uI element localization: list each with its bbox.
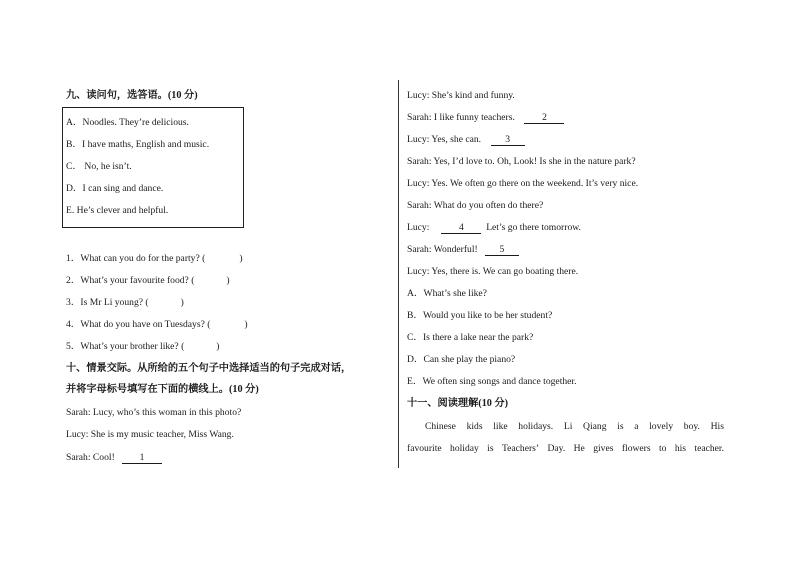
section9-heading: 九、读问句，选答语。(10 分) (66, 90, 198, 101)
question-4: 4．What do you have on Tuesdays? ( ) (66, 319, 248, 330)
dialogue-line-5: Sarah: I like funny teachers. 2 (407, 112, 564, 124)
dialogue-line-1: Sarah: Lucy, who’s this woman in this photo? (66, 407, 242, 418)
choice-a: A．What’s she like? (407, 288, 487, 299)
option-d: D．I can sing and dance. (66, 183, 164, 194)
dialogue-line-3: Sarah: Cool! 1 (66, 452, 162, 464)
reading-line-1: Chinese kids like holidays. Li Qiang is a lovely boy. His (425, 421, 724, 432)
choice-d: D．Can she play the piano? (407, 354, 516, 365)
option-c: C． No, he isn’t. (66, 161, 132, 172)
section11-heading: 十一、阅读理解(10 分) (407, 398, 509, 409)
column-divider (398, 80, 399, 468)
option-a: A．Noodles. They’re delicious. (66, 117, 189, 128)
blank-2[interactable]: 2 (524, 113, 564, 124)
blank-3[interactable]: 3 (491, 135, 525, 146)
reading-line-2: favourite holiday is Teachers’ Day. He gives flowers to his teacher. (407, 443, 724, 454)
blank-5[interactable]: 5 (485, 245, 519, 256)
dialogue-line-6: Lucy: Yes, she can. 3 (407, 134, 525, 146)
option-b: B．I have maths, English and music. (66, 139, 210, 150)
question-1: 1．What can you do for the party? ( ) (66, 253, 243, 264)
blank-4[interactable]: 4 (441, 223, 481, 234)
choice-c: C．Is there a lake near the park? (407, 332, 534, 343)
question-2: 2．What’s your favourite food? ( ) (66, 275, 230, 286)
dialogue-line-2: Lucy: She is my music teacher, Miss Wang. (66, 429, 234, 440)
dialogue-line-10: Lucy: 4 Let’s go there tomorrow. (407, 222, 581, 233)
option-e: E. He’s clever and helpful. (66, 205, 169, 216)
dialogue-line-8: Lucy: Yes. We often go there on the weekend. It’s very nice. (407, 178, 639, 189)
question-5: 5．What’s your brother like? ( ) (66, 341, 220, 352)
blank-1[interactable]: 1 (122, 453, 162, 464)
question-3: 3．Is Mr Li young? ( ) (66, 297, 184, 308)
section10-heading-line2: 并将字母标号填写在下面的横线上。(10 分) (66, 384, 259, 395)
choice-b: B．Would you like to be her student? (407, 310, 553, 321)
dialogue-line-9: Sarah: What do you often do there? (407, 200, 544, 211)
dialogue-line-12: Lucy: Yes, there is. We can go boating there. (407, 266, 579, 277)
section10-heading-line1: 十、情景交际。从所给的五个句子中选择适当的句子完成对话， (66, 363, 352, 374)
dialogue-line-11: Sarah: Wonderful! 5 (407, 244, 519, 256)
dialogue-line-7: Sarah: Yes, I’d love to. Oh, Look! Is she in the nature park? (407, 156, 636, 167)
choice-e: E．We often sing songs and dance together. (407, 376, 577, 387)
dialogue-line-4: Lucy: She’s kind and funny. (407, 90, 515, 101)
